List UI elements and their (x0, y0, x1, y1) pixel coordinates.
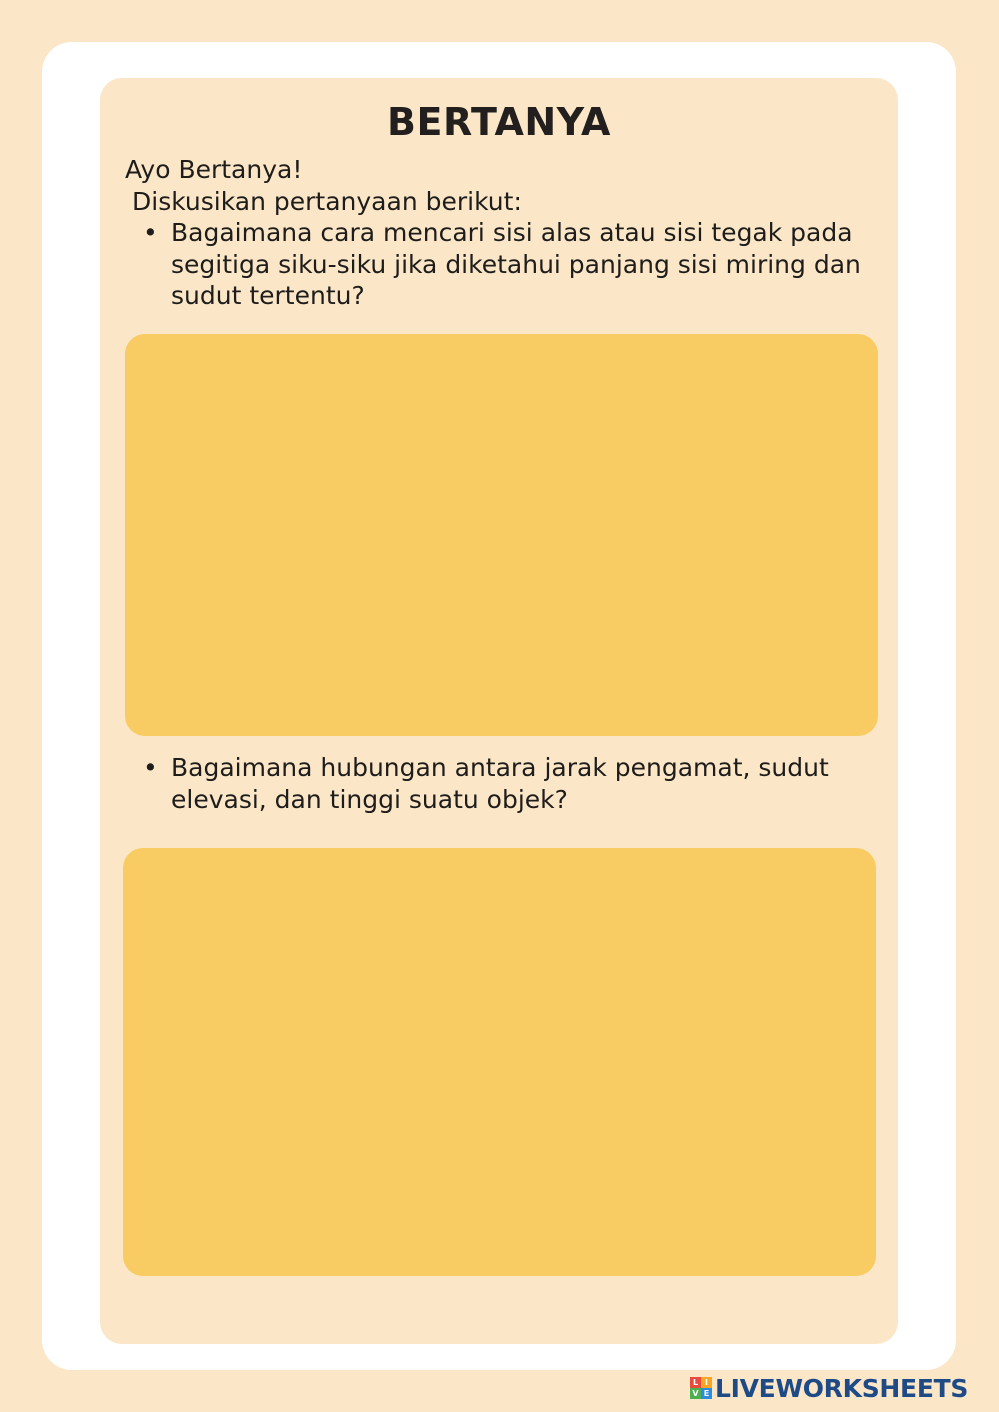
logo-letter-v: V (690, 1388, 701, 1399)
bullet-icon: • (143, 753, 158, 782)
answer-box-2[interactable] (123, 848, 876, 1276)
intro-line-1: Ayo Bertanya! (125, 155, 303, 184)
question-1 (125, 217, 865, 312)
logo-letter-i: I (701, 1377, 712, 1388)
page-title: BERTANYA (387, 100, 611, 144)
liveworksheets-logo-icon (690, 1377, 712, 1399)
bullet-icon: • (143, 218, 158, 247)
question-list-2 (125, 752, 865, 815)
question-list-1 (125, 217, 865, 312)
logo-letter-e: E (701, 1388, 712, 1399)
brand-name: LIVEWORKSHEETS (715, 1373, 969, 1403)
question-1-text: Bagaimana cara mencari sisi alas atau sisi tegak pada segitiga siku-siku jika diketahui panjang sisi miring dan sudut tertentu? (171, 218, 861, 310)
question-2 (125, 752, 865, 815)
intro-line-2: Diskusikan pertanyaan berikut: (132, 187, 522, 216)
brand-footer[interactable] (690, 1372, 968, 1404)
logo-letter-l: L (690, 1377, 701, 1388)
answer-box-1[interactable] (125, 334, 878, 736)
question-2-text: Bagaimana hubungan antara jarak pengamat, sudut elevasi, dan tinggi suatu objek? (171, 753, 829, 814)
intro-text (125, 154, 522, 218)
